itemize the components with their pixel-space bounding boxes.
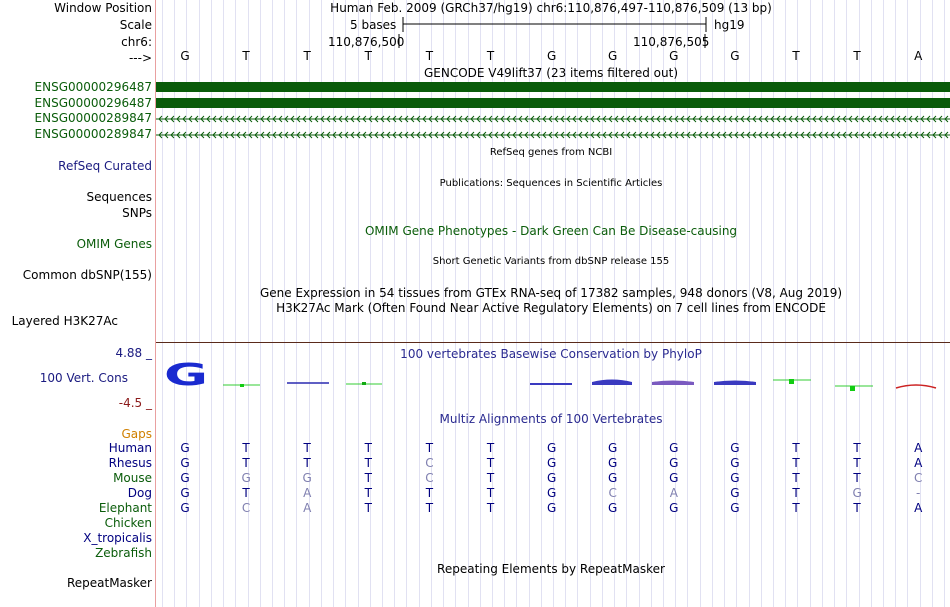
alignment-base: G xyxy=(180,501,190,515)
reference-base: T xyxy=(792,49,800,63)
species-label-elephant[interactable]: Elephant xyxy=(98,501,152,515)
alignment-base: T xyxy=(303,441,311,455)
scale-text: 5 bases xyxy=(350,18,397,32)
reference-base: G xyxy=(546,49,557,63)
reference-base: G xyxy=(730,49,740,63)
species-label-human[interactable]: Human xyxy=(108,441,152,455)
alignment-base: - xyxy=(916,486,921,500)
reference-base: G xyxy=(608,49,618,63)
alignment-base: A xyxy=(303,486,312,500)
reference-base: T xyxy=(853,49,861,63)
species-label-chicken[interactable]: Chicken xyxy=(104,516,152,530)
gtex-track-title: Gene Expression in 54 tissues from GTEx RNA-seq of 17382 samples, 948 donors (V8, Aug 2019) xyxy=(259,286,843,300)
alignment-base: C xyxy=(241,501,251,515)
alignment-base: T xyxy=(792,471,800,485)
alignment-base: G xyxy=(730,441,740,455)
refseq-track-title: RefSeq genes from NCBI xyxy=(489,147,613,158)
species-label-zebrafish[interactable]: Zebrafish xyxy=(95,546,152,560)
alignment-base: T xyxy=(242,441,250,455)
alignment-base: A xyxy=(914,441,923,455)
alignment-base: T xyxy=(364,486,372,500)
gene-label-ensg00000296487-1[interactable]: ENSG00000296487 xyxy=(34,80,152,94)
alignment-base: T xyxy=(242,486,250,500)
publications-track-title: Publications: Sequences in Scientific Articles xyxy=(439,178,663,189)
alignment-base: G xyxy=(608,456,618,470)
gencode-track-title: GENCODE V49lift37 (23 items filtered out) xyxy=(423,66,679,80)
gene-label-ensg00000289847-1[interactable]: ENSG00000289847 xyxy=(34,111,152,125)
alignment-base: A xyxy=(914,501,923,515)
species-label-x_tropicalis[interactable]: X_tropicalis xyxy=(83,531,152,545)
vert-cons-label[interactable]: 100 Vert. Cons xyxy=(39,371,128,385)
chrom-label: chr6: xyxy=(121,35,152,49)
alignment-base: G xyxy=(302,471,312,485)
reference-base: G xyxy=(180,49,190,63)
alignment-base: C xyxy=(608,486,617,500)
scale-label: Scale xyxy=(119,18,152,32)
alignment-base: G xyxy=(546,471,557,485)
alignment-base: G xyxy=(730,471,740,485)
alignment-base: T xyxy=(364,471,372,485)
gene-feature-ensg00000296487-1[interactable] xyxy=(156,82,950,92)
alignment-base: G xyxy=(608,501,618,515)
omim-genes-label[interactable]: OMIM Genes xyxy=(76,237,152,251)
species-label-mouse[interactable]: Mouse xyxy=(113,471,152,485)
alignment-base: T xyxy=(242,456,250,470)
alignment-base: T xyxy=(486,456,495,470)
alignment-base: T xyxy=(853,441,861,455)
genome-browser-track-area[interactable] xyxy=(156,0,950,607)
alignment-base: T xyxy=(792,456,800,470)
reference-base: T xyxy=(303,49,311,63)
coord-left: 110,876,500 xyxy=(328,35,405,49)
dbsnp-track-title: Short Genetic Variants from dbSNP release 155 xyxy=(432,256,670,267)
alignment-base: T xyxy=(425,441,434,455)
alignment-base: G xyxy=(180,471,190,485)
assembly-text: hg19 xyxy=(714,18,745,32)
alignment-base: T xyxy=(853,501,861,515)
alignment-base: T xyxy=(425,486,434,500)
sequences-label[interactable]: Sequences xyxy=(86,190,152,204)
alignment-base: T xyxy=(364,456,372,470)
common-dbsnp-label[interactable]: Common dbSNP(155) xyxy=(22,268,152,282)
alignment-base: T xyxy=(486,501,495,515)
phylop-track-title: 100 vertebrates Basewise Conservation by PhyloP xyxy=(400,347,702,361)
gene-feature-ensg00000289847-1[interactable] xyxy=(156,114,950,124)
species-label-dog[interactable]: Dog xyxy=(127,486,152,500)
gene-feature-ensg00000296487-2[interactable] xyxy=(156,98,950,108)
alignment-base: G xyxy=(852,486,862,500)
alignment-base: C xyxy=(425,456,434,470)
alignment-base: T xyxy=(486,486,495,500)
repeatmasker-label[interactable]: RepeatMasker xyxy=(66,576,152,590)
alignment-base: G xyxy=(546,441,557,455)
gaps-label[interactable]: Gaps xyxy=(121,427,152,441)
alignment-base: T xyxy=(303,456,311,470)
reference-base: A xyxy=(914,49,923,63)
alignment-base: T xyxy=(853,456,861,470)
gene-label-ensg00000289847-2[interactable]: ENSG00000289847 xyxy=(34,127,152,141)
alignment-base: T xyxy=(425,501,434,515)
refseq-curated-label[interactable]: RefSeq Curated xyxy=(58,159,152,173)
conservation-min-label: -4.5 _ xyxy=(118,396,152,410)
alignment-base: T xyxy=(364,501,372,515)
alignment-base: G xyxy=(546,486,557,500)
omim-track-title: OMIM Gene Phenotypes - Dark Green Can Be Disease-causing xyxy=(364,224,738,238)
phylop-logo-letter: G xyxy=(164,360,208,393)
alignment-base: T xyxy=(364,441,372,455)
h3k27ac-track-title: H3K27Ac Mark (Often Found Near Active Regulatory Elements) on 7 cell lines from ENCODE xyxy=(276,301,826,315)
track-label-column xyxy=(0,0,155,607)
alignment-base: G xyxy=(546,501,557,515)
alignment-base: G xyxy=(730,501,740,515)
window-position-label: Window Position xyxy=(54,1,152,15)
strand-arrow-label: ---> xyxy=(128,51,152,65)
reference-base: G xyxy=(669,49,679,63)
reference-base: T xyxy=(364,49,372,63)
alignment-base: G xyxy=(669,441,679,455)
alignment-base: T xyxy=(486,441,495,455)
alignment-base: G xyxy=(180,441,190,455)
species-label-rhesus[interactable]: Rhesus xyxy=(108,456,152,470)
alignment-base: G xyxy=(241,471,251,485)
alignment-base: A xyxy=(669,486,678,500)
alignment-base: G xyxy=(730,486,740,500)
alignment-base: T xyxy=(792,501,800,515)
layered-h3k27ac-label[interactable]: Layered H3K27Ac xyxy=(11,314,118,328)
h3k27ac-baseline xyxy=(156,342,950,343)
alignment-base: G xyxy=(546,456,557,470)
alignment-base: C xyxy=(425,471,434,485)
alignment-base: G xyxy=(730,456,740,470)
alignment-base: T xyxy=(486,471,495,485)
coord-right: 110,876,505 xyxy=(633,35,710,49)
repeatmasker-track-title: Repeating Elements by RepeatMasker xyxy=(437,562,665,576)
window-position-text: Human Feb. 2009 (GRCh37/hg19) chr6:110,876,497-110,876,509 (13 bp) xyxy=(330,1,772,15)
alignment-base: G xyxy=(669,501,679,515)
alignment-base: G xyxy=(180,456,190,470)
alignment-base: T xyxy=(853,471,861,485)
alignment-base: T xyxy=(792,441,800,455)
snps-label[interactable]: SNPs xyxy=(122,206,152,220)
reference-base: T xyxy=(242,49,250,63)
alignment-base: G xyxy=(669,471,679,485)
gene-feature-ensg00000289847-2[interactable] xyxy=(156,130,950,140)
reference-base: T xyxy=(425,49,434,63)
alignment-base: C xyxy=(913,471,923,485)
alignment-base: G xyxy=(608,471,618,485)
reference-base: T xyxy=(486,49,495,63)
alignment-base: T xyxy=(792,486,800,500)
conservation-max-label: 4.88 _ xyxy=(115,346,152,360)
alignment-base: A xyxy=(914,456,923,470)
alignment-base: G xyxy=(608,441,618,455)
alignment-base: G xyxy=(180,486,190,500)
gene-label-ensg00000296487-2[interactable]: ENSG00000296487 xyxy=(34,96,152,110)
alignment-base: G xyxy=(669,456,679,470)
phylop-conservation-plot xyxy=(156,360,950,400)
multiz-track-title: Multiz Alignments of 100 Vertebrates xyxy=(439,412,663,426)
alignment-base: A xyxy=(303,501,312,515)
